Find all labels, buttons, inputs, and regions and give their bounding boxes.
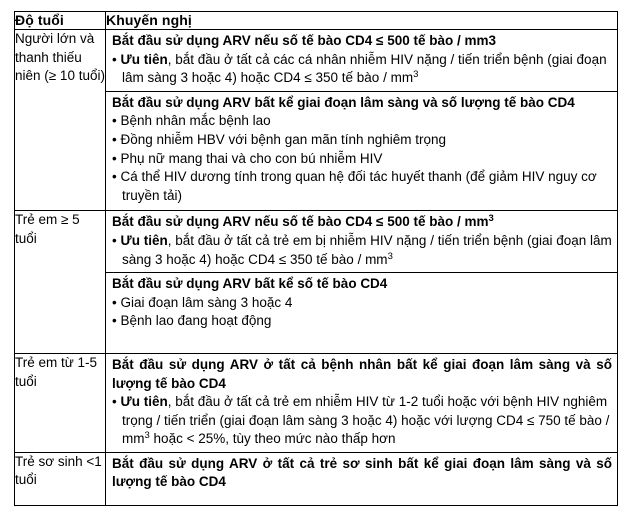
bullet-superscript: 3 bbox=[413, 69, 419, 81]
age-group-label: Trẻ em từ 1-5 tuổi bbox=[15, 353, 106, 452]
bullet-superscript: 3 bbox=[387, 250, 393, 262]
arv-recommendation-table bbox=[14, 11, 618, 506]
recommendation-block bbox=[106, 453, 617, 505]
table-row bbox=[15, 353, 618, 452]
recommendation-cell bbox=[106, 211, 618, 354]
recommendation-heading: Bắt đầu sử dụng ARV bất kể giai đoạn lâm sàng và số lượng tế bào CD4 bbox=[112, 94, 575, 110]
recommendation-cell bbox=[106, 452, 618, 505]
recommendation-block bbox=[106, 354, 617, 452]
recommendation-heading bbox=[112, 213, 612, 232]
recommendation-bullet bbox=[112, 131, 612, 150]
bullet-text-after: hoặc < 25%, tùy theo mức nào thấp hơn bbox=[149, 431, 396, 447]
table-header bbox=[15, 12, 618, 30]
age-group-label: Người lớn và thanh thiếu niên (≥ 10 tuổi) bbox=[15, 30, 106, 211]
recommendation-heading: Bắt đầu sử dụng ARV nếu số tế bào CD4 ≤ 500 tế bào / mm3 bbox=[112, 33, 497, 48]
bullet-text: , bắt đầu ở tất cả trẻ em bị nhiễm HIV nặng / tiến triển bệnh (giai đoạn lâm sàng 3 hoặc 4) hoặc CD4 ≤ 350 tế bào / mm bbox=[122, 232, 612, 267]
bullet-icon: • bbox=[112, 51, 117, 67]
recommendation-bullet bbox=[112, 232, 612, 269]
bullet-text: Cá thể HIV dương tính trong quan hệ đối tác huyết thanh (để giảm HIV nguy cơ truyền tải) bbox=[120, 169, 597, 203]
recommendation-heading: Bắt đầu sử dụng ARV ở tất cả trẻ sơ sinh bất kể giai đoạn lâm sàng và số lượng tế bào CD4 bbox=[112, 455, 612, 490]
bullet-text: Đồng nhiễm HBV với bệnh gan mãn tính nghiêm trọng bbox=[120, 131, 447, 147]
age-group-label: Trẻ sơ sinh <1 tuổi bbox=[15, 452, 106, 505]
bullet-icon: • bbox=[112, 294, 117, 310]
table-header-row bbox=[15, 12, 618, 30]
bullet-bold-lead: Ưu tiên bbox=[120, 394, 168, 410]
table-row bbox=[15, 452, 618, 505]
recommendation-bullet bbox=[112, 112, 612, 131]
column-header-age: Độ tuổi bbox=[15, 12, 106, 30]
recommendation-bullet bbox=[112, 168, 612, 205]
recommendation-bullet bbox=[112, 393, 612, 449]
bullet-text: Bệnh lao đang hoạt động bbox=[120, 313, 272, 329]
bullet-icon: • bbox=[112, 169, 117, 185]
recommendation-heading: Bắt đầu sử dụng ARV bất kể số tế bào CD4 bbox=[112, 276, 388, 292]
bullet-text: Phụ nữ mang thai và cho con bú nhiễm HIV bbox=[120, 150, 383, 166]
table-row bbox=[15, 30, 618, 211]
heading-superscript: 3 bbox=[488, 213, 494, 225]
recommendation-heading: Bắt đầu sử dụng ARV ở tất cả bệnh nhân bất kể giai đoạn lâm sàng và số lượng tế bào CD4 bbox=[112, 356, 612, 391]
recommendation-block bbox=[106, 273, 617, 353]
bullet-icon: • bbox=[112, 131, 117, 147]
recommendation-cell bbox=[106, 30, 618, 211]
recommendation-block bbox=[106, 30, 617, 92]
bullet-bold-lead: Ưu tiên bbox=[120, 232, 168, 248]
column-header-recommendation: Khuyến nghị bbox=[106, 12, 618, 30]
bullet-superscript: 3 bbox=[144, 430, 150, 442]
recommendation-bullet bbox=[112, 150, 612, 169]
bullet-text: , bắt đầu ở tất cả các cá nhân nhiễm HIV nặng / tiến triển bệnh (giai đoạn lâm sàng 3 hoặc 4) hoặc CD4 ≤ 350 tế bào / mm bbox=[122, 51, 607, 86]
table-body bbox=[15, 30, 618, 506]
bullet-text: , bắt đầu ở tất cả trẻ em nhiễm HIV từ 1-2 tuổi hoặc với bệnh HIV nghiêm trọng / tiến triển (giai đoạn lâm sàng 3 hoặc 4) hoặc với lượng CD4 ≤ 750 tế bào / mm bbox=[122, 394, 610, 447]
recommendation-block bbox=[106, 92, 617, 211]
recommendation-block bbox=[106, 211, 617, 273]
bullet-text: Bệnh nhân mắc bệnh lao bbox=[120, 113, 271, 129]
recommendation-bullet bbox=[112, 294, 612, 313]
recommendation-bullet bbox=[112, 51, 612, 88]
bullet-icon: • bbox=[112, 150, 117, 166]
table-row bbox=[15, 211, 618, 354]
recommendation-bullet bbox=[112, 312, 612, 331]
bullet-icon: • bbox=[112, 113, 117, 129]
bullet-icon: • bbox=[112, 232, 117, 248]
bullet-icon: • bbox=[112, 313, 117, 329]
bullet-bold-lead: Ưu tiên bbox=[120, 51, 168, 67]
recommendation-cell bbox=[106, 353, 618, 452]
recommendation-heading-text: Bắt đầu sử dụng ARV nếu số tế bào CD4 ≤ 500 tế bào / mm bbox=[112, 214, 489, 230]
age-group-label: Trẻ em ≥ 5 tuổi bbox=[15, 211, 106, 354]
bullet-icon: • bbox=[112, 394, 117, 410]
bullet-text: Giai đoạn lâm sàng 3 hoặc 4 bbox=[120, 294, 293, 310]
